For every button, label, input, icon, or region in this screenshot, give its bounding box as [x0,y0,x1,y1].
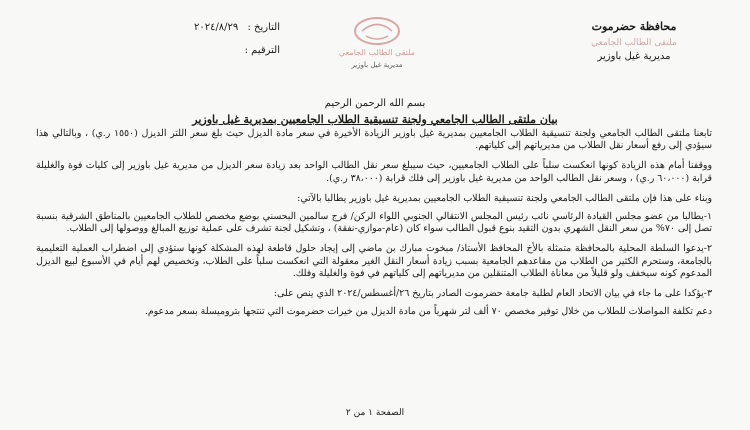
paragraph-intro: تابعنا ملتقى الطالب الجامعي ولجنة تنسيقية الطلاب الجامعيين بمديرية غيل باوزير الزيادة الأخيرة في سعر مادة الديزل حيث بلغ سعر اللتر الديزل (١٥٥٠ ر.ي) ، وبالتالي هذا سيؤدي إلى رفع أسعار نقل الطلاب من مديرياتهم إلى كلياتهم. [36,128,712,152]
district-name: مديرية غيل باوزير [597,51,671,62]
paragraph-demand-1: ١-يطالبا من عضو مجلس القيادة الرئاسي نائب رئيس المجلس الانتقالي الجنوبي اللواء الركن/ فرج سالمين البحسني بوضع مخصص للطلاب الجامعيين بالمناطق الشرقية بنسبة تصل إلى ٧٠% من سعر النقل الشهري بدون التقيد بنوع قبول الطالب سواء كان (عام-موازي-نفقة) ، وتشكيل لجنة تشرف على عملية توزيع المبالغ ووصولها إلى الطلاب. [36,211,712,235]
letterhead-faded-line: ملتقى الطالب الجامعي [591,38,677,48]
page-number: الصفحة ١ من ٢ [345,408,405,418]
date-label: التاريخ : [247,22,280,33]
paragraph-quote: دعم تكلفة المواصلات للطلاب من خلال توفير مخصص ٧٠ ألف لتر شهرياً من مادة الديزل من خيرات حضرموت التي تنتجها بتروميسلة بسعر مدعوم. [144,306,712,318]
paragraph-impact: ووقفنا أمام هذه الزيادة كونها انعكست سلباً على الطلاب الجامعيين، حيث سيبلغ سعر نقل الطالب الواحد بعد زيادة سعر الديزل من مديرية غيل باوزير إلى كليات فوة والغليلة قرابة (٦٠،٠٠٠ ر.ي) ، وسعر نقل الطالب الواحد من مديرية غيل باوزير إلى فلك قرابة (٣٨،٠٠٠ ر.ي). [36,160,712,184]
statement-body [36,128,712,326]
logo-text-2: مديرية غيل باوزير [351,61,403,69]
statement-title: بيان ملتقى الطالب الجامعي ولجنة تنسيقية الطلاب الجامعيين بمديرية غيل باوزير [192,113,558,126]
paragraph-demands-intro: وبناء على هذا فإن ملتقى الطالب الجامعي ولجنة تنسيقية الطلاب الجامعيين بمديرية غيل باوزير يطالبا بالآتي: [297,192,712,204]
logo-text-1: ملتقى الطالب الجامعي [338,48,416,57]
title-block [40,98,710,126]
paragraph-demand-2: ٢-يدعوا السلطة المحلية بالمحافظة متمثلة بالأخ المحافظ الأستاذ/ مبخوت مبارك بن ماضي إلى إيجاد حلول قاطعة لهذه المشكلة كونها ستؤدي إلى اضطراب العملية التعليمية بالجامعة، وستحرم الكثير من الطلاب من مقاعدهم الجامعية بسبب زيادة أسعار النقل الغير معقولة التي انعكست سلباً على الطلاب، وتخصيص لهم أيام في الأسبوع لبيع الديزل المدعوم كونه سيخفف ولو قليلاً من معاناة الطلاب المتنقلين من مديرياتهم إلى كلياتهم في فوة والغليلة وفلك. [36,243,712,279]
letterhead-right [554,20,714,62]
date-value: ٢٠٢٤/٨/٢٩ [193,22,239,33]
date-line [110,22,280,33]
basmala: بسم الله الرحمن الرحيم [324,98,426,109]
paragraph-demand-3: ٣-يؤكدا على ما جاء في بيان الاتحاد العام لطلبة جامعة حضرموت الصادر بتاريخ ٢٦/أغسطس/٢٠٢٤ الذي ينص على: [273,288,712,300]
reference-label: الترقيم : [244,45,280,56]
reference-line [110,45,280,56]
governorate-name: محافظة حضرموت [591,20,677,33]
letterhead-left [110,22,280,68]
organization-logo [318,14,436,72]
